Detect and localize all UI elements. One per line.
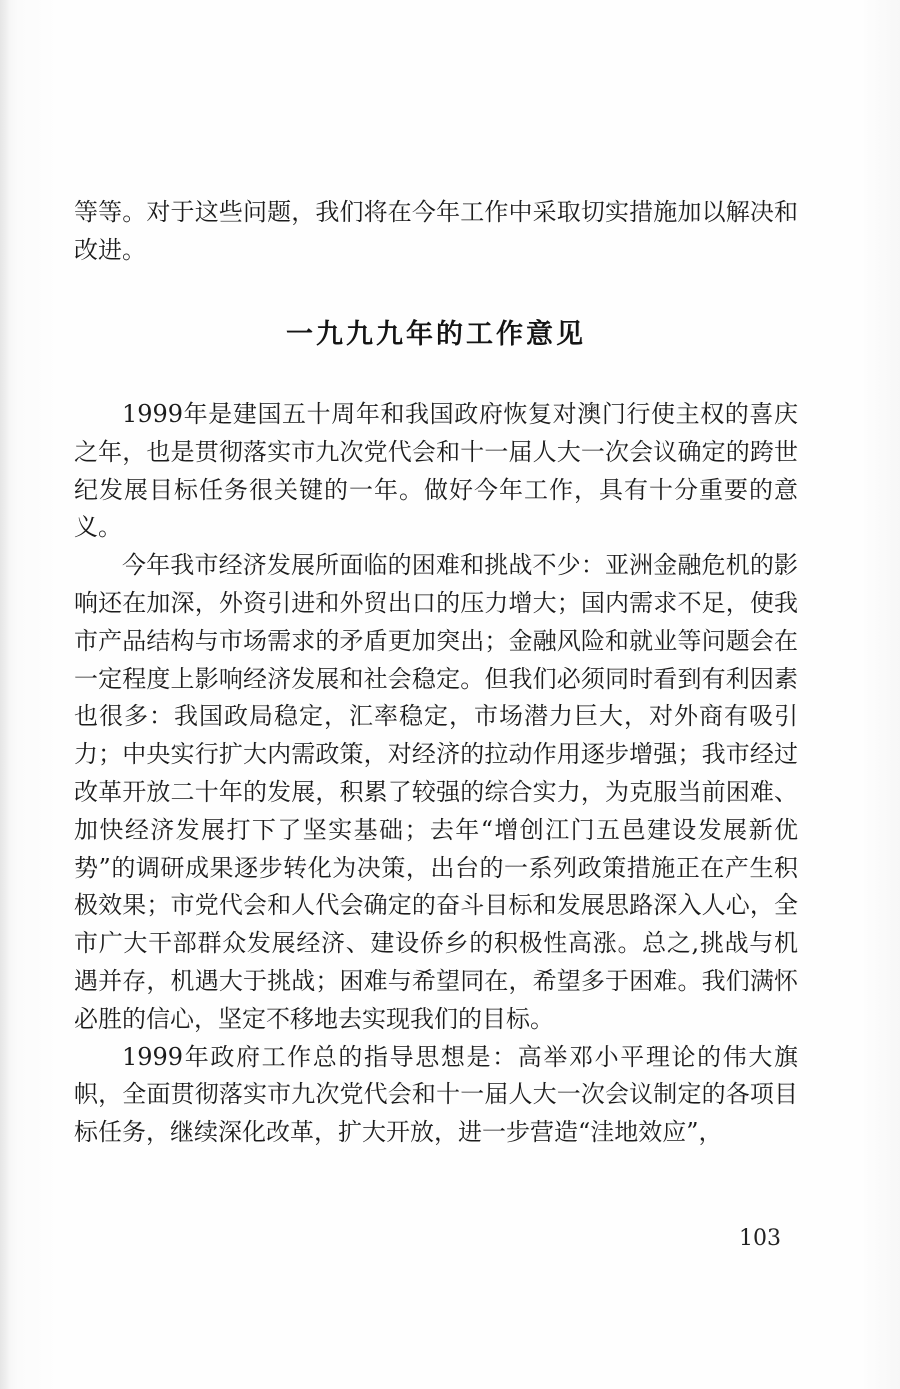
page-number: 103 xyxy=(739,1226,781,1251)
paragraph-1: 1999年是建国五十周年和我国政府恢复对澳门行使主权的喜庆之年，也是贯彻落实市九次党代会和十一届人大一次会议确定的跨世纪发展目标任务很关键的一年。做好今年工作，具有十分重要的意义。 xyxy=(74,400,798,542)
continuation-block xyxy=(74,194,798,270)
body-text xyxy=(74,396,798,1152)
page-edge-shadow xyxy=(0,0,10,1389)
section-title: 一九九九年的工作意见 xyxy=(286,319,586,350)
paragraph-3: 1999年政府工作总的指导思想是：高举邓小平理论的伟大旗帜，全面贯彻落实市九次党代会和十一届人大一次会议制定的各项目标任务，继续深化改革，扩大开放，进一步营造“洼地效应”， xyxy=(74,1042,798,1147)
paragraph-2: 今年我市经济发展所面临的困难和挑战不少：亚洲金融危机的影响还在加深，外资引进和外贸出口的压力增大；国内需求不足，使我市产品结构与市场需求的矛盾更加突出；金融风险和就业等问题会在一定程度上影响经济发展和社会稳定。但我们必须同时看到有利因素也很多：我国政局稳定，汇率稳定，市场潜力巨大，对外商有吸引力；中央实行扩大内需政策，对经济的拉动作用逐步增强；我市经过改革开放二十年的发展，积累了较强的综合实力，为克服当前困难、加快经济发展打下了坚实基础；去年“增创江门五邑建设发展新优势”的调研成果逐步转化为决策，出台的一系列政策措施正在产生积极效果；市党代会和人代会确定的奋斗目标和发展思路深入人心，全市广大干部群众发展经济、建设侨乡的积极性高涨。总之,挑战与机遇并存，机遇大于挑战；困难与希望同在，希望多于困难。我们满怀必胜的信心，坚定不移地去实现我们的目标。 xyxy=(74,551,798,1033)
continuation-paragraph: 等等。对于这些问题，我们将在今年工作中采取切实措施加以解决和改进。 xyxy=(74,198,798,264)
